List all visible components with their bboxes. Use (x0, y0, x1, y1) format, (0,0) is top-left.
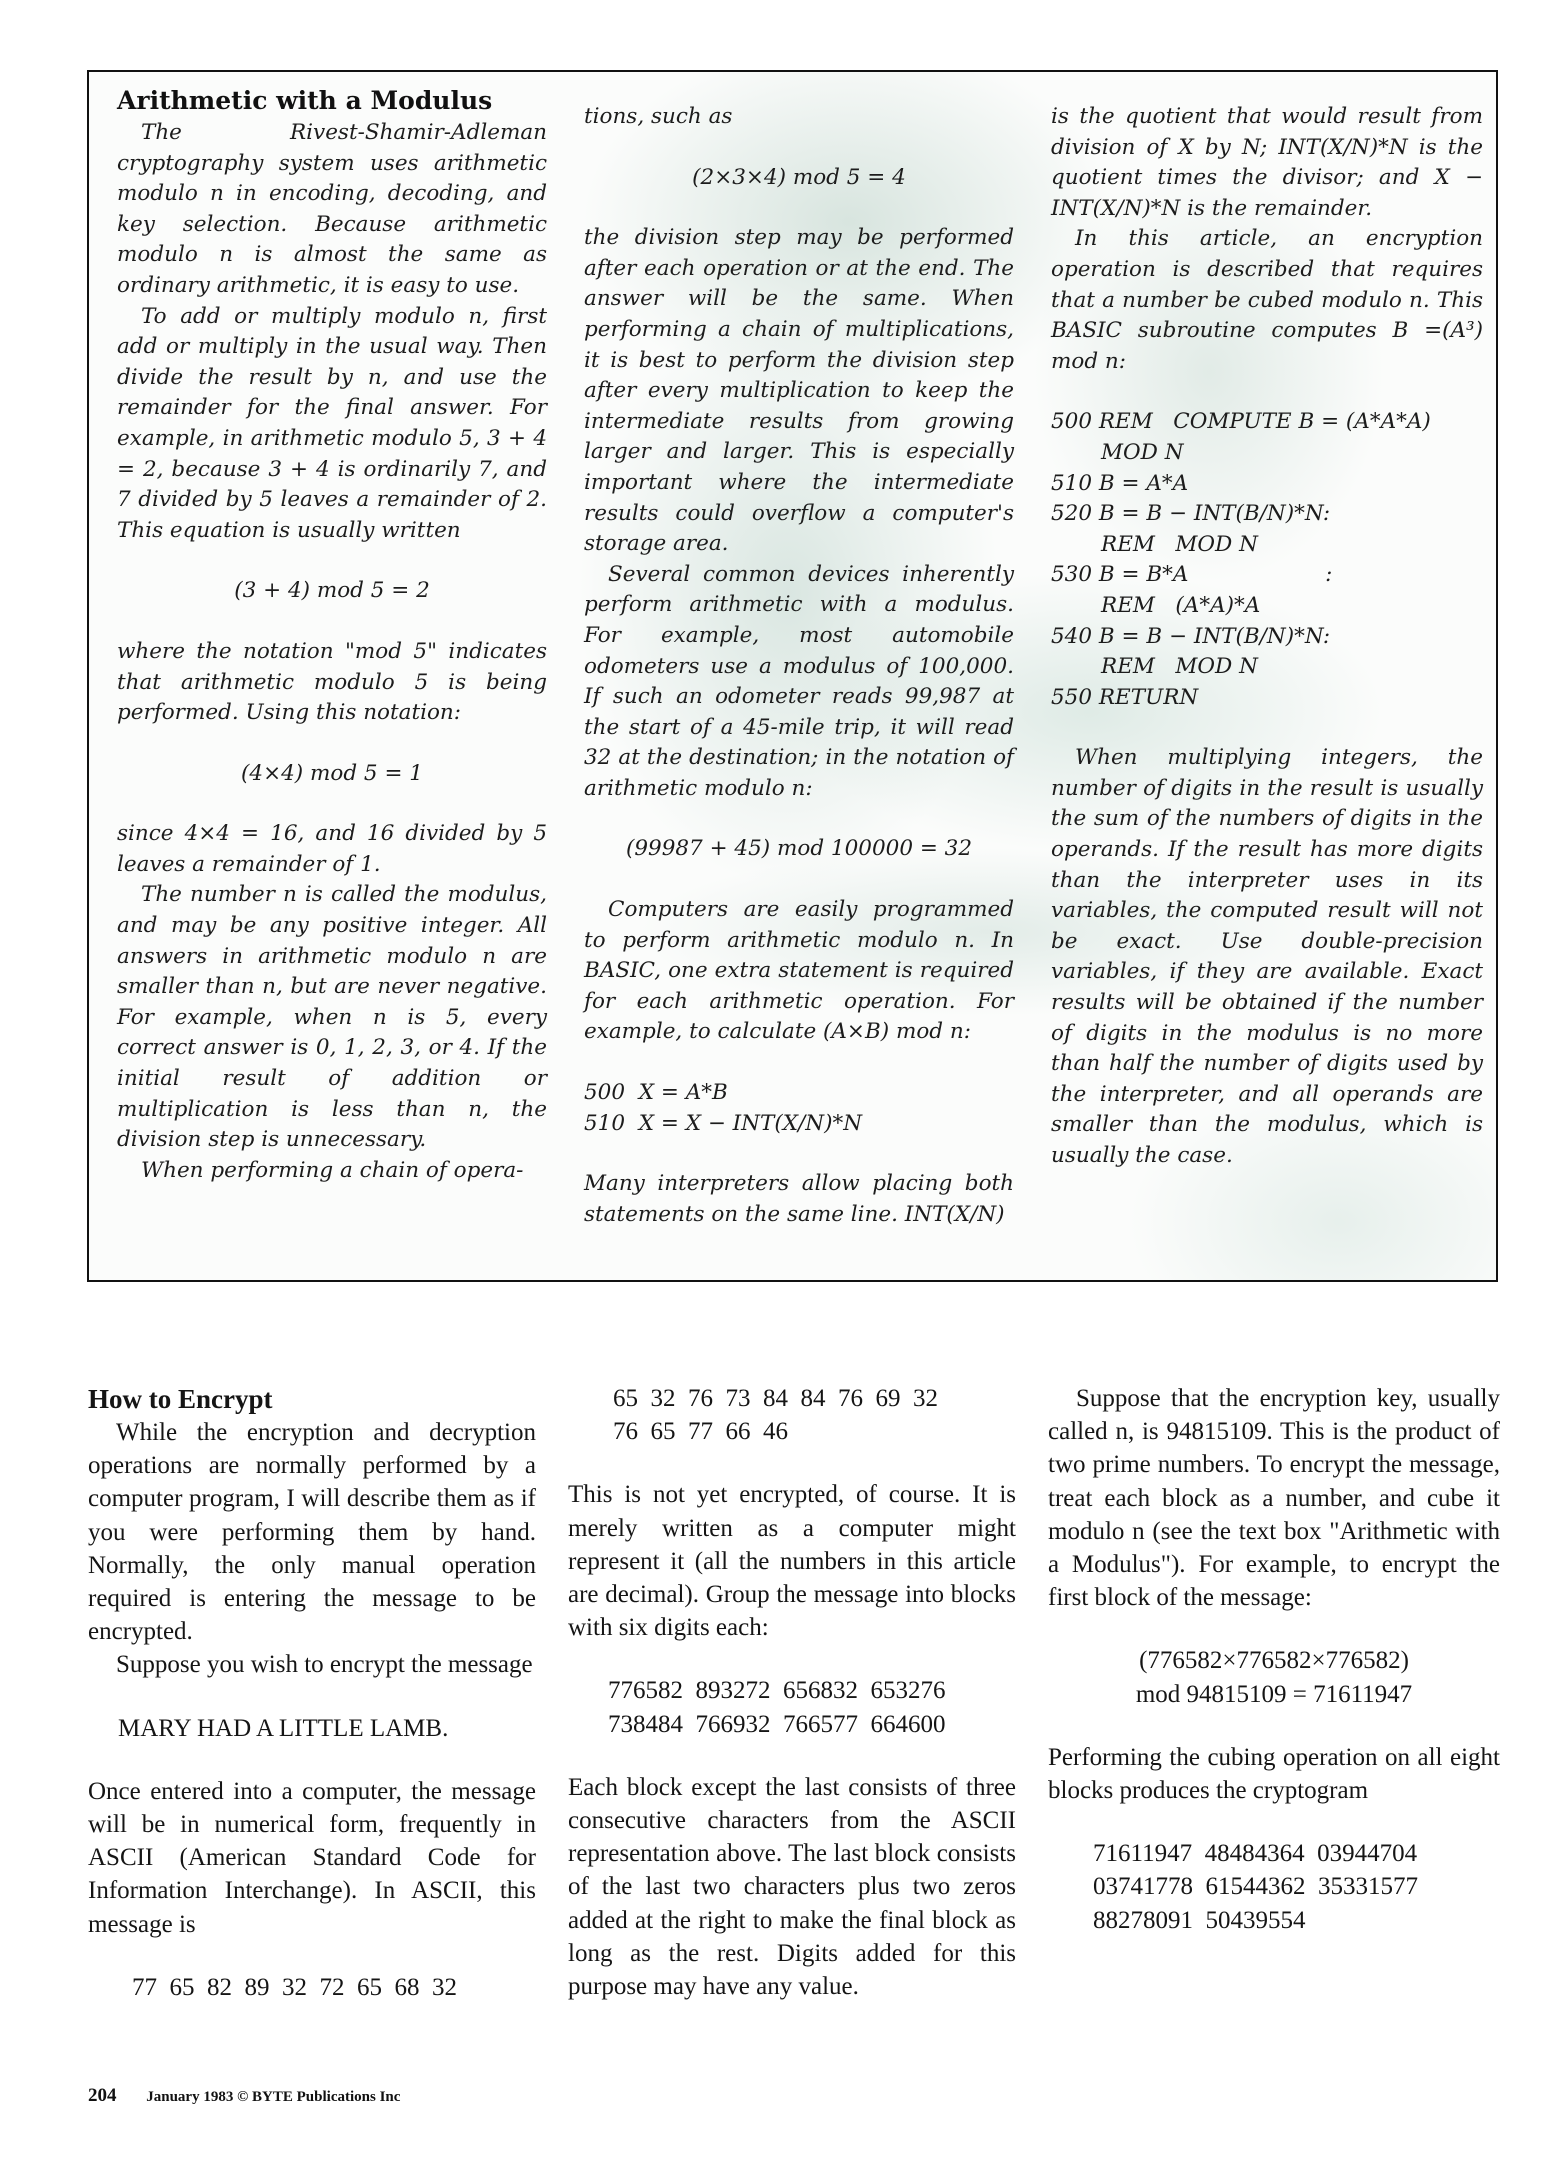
ascii-codes (88, 1971, 536, 2004)
cryptogram (1048, 1837, 1500, 1937)
code-line: 520 B = B − INT(B/N)*N: (1051, 501, 1331, 527)
basic-code-listing (584, 1078, 1014, 1139)
sidebar-paragraph: In this article, an encryption operation is described that requires that a number be cubed modulo n. This BASIC subroutine computes B =(A³) mod n: (1051, 226, 1483, 374)
article-column-2 (568, 1382, 1016, 2003)
sidebar-title: Arithmetic with a Modulus (117, 86, 493, 115)
article-column-3 (1048, 1382, 1500, 1967)
code-line: 540 B = B − INT(B/N)*N: (1051, 623, 1331, 649)
code-line: 510 X = X − INT(X/N)*N (584, 1110, 863, 1136)
code-line: 500 X = A*B (584, 1080, 728, 1106)
sidebar-column-3 (1051, 102, 1483, 1172)
article-paragraph: Each block except the last consists of three consecutive characters from the ASCII representation above. The last block consists of the last two characters plus two zeros added at the right to make the final block as long as the rest. Digits added for this purpose may have any value. (568, 1773, 1016, 2001)
sidebar-paragraph: Several common devices inherently perform arithmetic with a modulus. For example, most automobile odometers use a modulus of 100,000. If such an odometer reads 99,987 at the start of a 45-mile trip, it will read 32 at the destination; in the notation of arithmetic modulo n: (584, 561, 1014, 801)
sidebar-paragraph: When performing a chain of opera- (141, 1157, 524, 1183)
sidebar-column-2 (584, 102, 1014, 1230)
sidebar-paragraph: tions, such as (584, 104, 733, 129)
sidebar-paragraph: Computers are easily programmed to perform arithmetic modulo n. In BASIC, one extra statement is required for each arithmetic operation. For example, to calculate (A×B) mod n: (584, 897, 1014, 1045)
ascii-line: 76 65 77 66 46 (613, 1418, 788, 1446)
code-line: MOD N (1101, 439, 1184, 465)
sidebar-equation: (3 + 4) mod 5 = 2 (234, 578, 430, 604)
code-line: 550 RETURN (1051, 684, 1199, 710)
ascii-line: 65 32 76 73 84 84 76 69 32 (613, 1385, 938, 1412)
basic-subroutine-listing (1051, 407, 1483, 713)
code-line: REM MOD N (1101, 654, 1258, 680)
sidebar-paragraph: where the notation "mod 5" indicates that arithmetic modulo 5 is being performed. Using this notation: (117, 638, 547, 726)
article-paragraph: Suppose you wish to encrypt the message (116, 1651, 533, 1679)
sidebar-equation: (4×4) mod 5 = 1 (241, 760, 423, 786)
code-line: REM MOD N (1101, 531, 1258, 557)
sidebar-paragraph: the division step may be performed after each operation or at the end. The answer will be the same. When performing a chain of multiplications, it is best to perform the division step after every multiplication to keep the intermediate results from growing larger and larger. This is especially important where the intermediate results could overflow a computer's storage area. (584, 225, 1014, 557)
plaintext-message: MARY HAD A LITTLE LAMB. (118, 1714, 449, 1742)
ascii-codes-continued (568, 1382, 1016, 1448)
sidebar-paragraph: To add or multiply modulo n, first add or multiply in the usual way. Then divide the result by n, and use the remainder for the final answer. For example, in arithmetic modulo 5, 3 + 4 = 2, because 3 + 4 is ordinarily 7, and 7 divided by 5 leaves a remainder of 2. This equation is usually written (117, 303, 547, 543)
block-line: 738484 766932 766577 664600 (608, 1710, 946, 1738)
article-paragraph: This is not yet encrypted, of course. It is merely written as a computer might represent it (all the numbers in this article are decimal). Group the message into blocks with six digits each: (568, 1481, 1016, 1642)
article-column-1 (88, 1382, 536, 2034)
sidebar-paragraph: Many interpreters allow placing both statements on the same line. INT(X/N) (584, 1171, 1014, 1227)
sidebar-paragraph: since 4×4 = 16, and 16 divided by 5 leaves a remainder of 1. (117, 821, 547, 877)
code-line: 530 B = B*A : (1051, 562, 1333, 588)
sidebar-equation: (2×3×4) mod 5 = 4 (692, 164, 906, 190)
sidebar-paragraph: is the quotient that would result from division of X by N; INT(X/N)*N is the quotient times the divisor; and X − INT(X/N)*N is the remainder. (1051, 104, 1483, 221)
section-title: How to Encrypt (88, 1384, 273, 1414)
code-line: REM (A*A)*A (1101, 592, 1261, 618)
sidebar-equation: (99987 + 45) mod 100000 = 32 (625, 836, 973, 862)
code-line: 510 B = A*A (1051, 470, 1189, 496)
article-paragraph: Suppose that the encryption key, usually called n, is 94815109. This is the product of two prime numbers. To encrypt the message, treat each block as a number, and cube it modulo n (see the text box "Arithmetic with a Modulus"). For example, to encrypt the first block of the message: (1048, 1385, 1500, 1612)
sidebar-paragraph: The Rivest-Shamir-Adleman cryptography system uses arithmetic modulo n in encoding, decoding, and key selection. Because arithmetic modulo n is almost the same as ordinary arithmetic, it is easy to use. (117, 120, 547, 298)
cryptogram-line: 03741778 61544362 35331577 (1093, 1873, 1418, 1901)
article-paragraph: While the encryption and decryption operations are normally performed by a computer program, I will describe them as if you were performing them by hand. Normally, the only manual operation required is entering the message to be encrypted. (88, 1419, 536, 1646)
code-line: 500 REM COMPUTE B = (A*A*A) (1051, 409, 1431, 435)
cryptogram-line: 71611947 48484364 03944704 (1093, 1840, 1418, 1868)
cryptogram-line: 88278091 50439554 (1093, 1906, 1306, 1934)
page-footer (88, 2085, 400, 2107)
article-paragraph: Performing the cubing operation on all eight blocks produces the cryptogram (1048, 1743, 1500, 1805)
equation-line: mod 94815109 = 71611947 (1135, 1680, 1413, 1708)
encryption-equation (1048, 1644, 1500, 1710)
publication-credit: January 1983 © BYTE Publications Inc (146, 2089, 401, 2105)
article-paragraph: Once entered into a computer, the message will be in numerical form, frequently in ASCII (American Standard Code for Information Interchange). In ASCII, this message is (88, 1777, 536, 1938)
sidebar-paragraph: The number n is called the modulus, and may be any positive integer. All answers in arithmetic modulo n are smaller than n, but are never negative. For example, when n is 5, every correct answer is 0, 1, 2, 3, or 4. If the initial result of addition or multiplication is less than n, the division step is unnecessary. (117, 882, 547, 1153)
ascii-line: 77 65 82 89 32 72 65 68 32 (132, 1973, 457, 2001)
block-line: 776582 893272 656832 653276 (608, 1677, 946, 1705)
sidebar-column-1 (117, 84, 547, 1186)
six-digit-blocks (568, 1674, 1016, 1740)
sidebar-paragraph: When multiplying integers, the number of digits in the result is usually the sum of the numbers of digits in the operands. If the result has more digits than the interpreter uses in its variables, the computed result will not be exact. Use double-precision variables, if they are available. Exact results will be obtained if the number of digits in the modulus is no more than half the number of digits used by the interpreter, and all operands are smaller than the modulus, which is usually the case. (1051, 745, 1483, 1168)
equation-line: (776582×776582×776582) (1139, 1647, 1409, 1675)
page-number: 204 (88, 2085, 117, 2106)
sidebar-box-arithmetic-modulus (87, 70, 1498, 1282)
